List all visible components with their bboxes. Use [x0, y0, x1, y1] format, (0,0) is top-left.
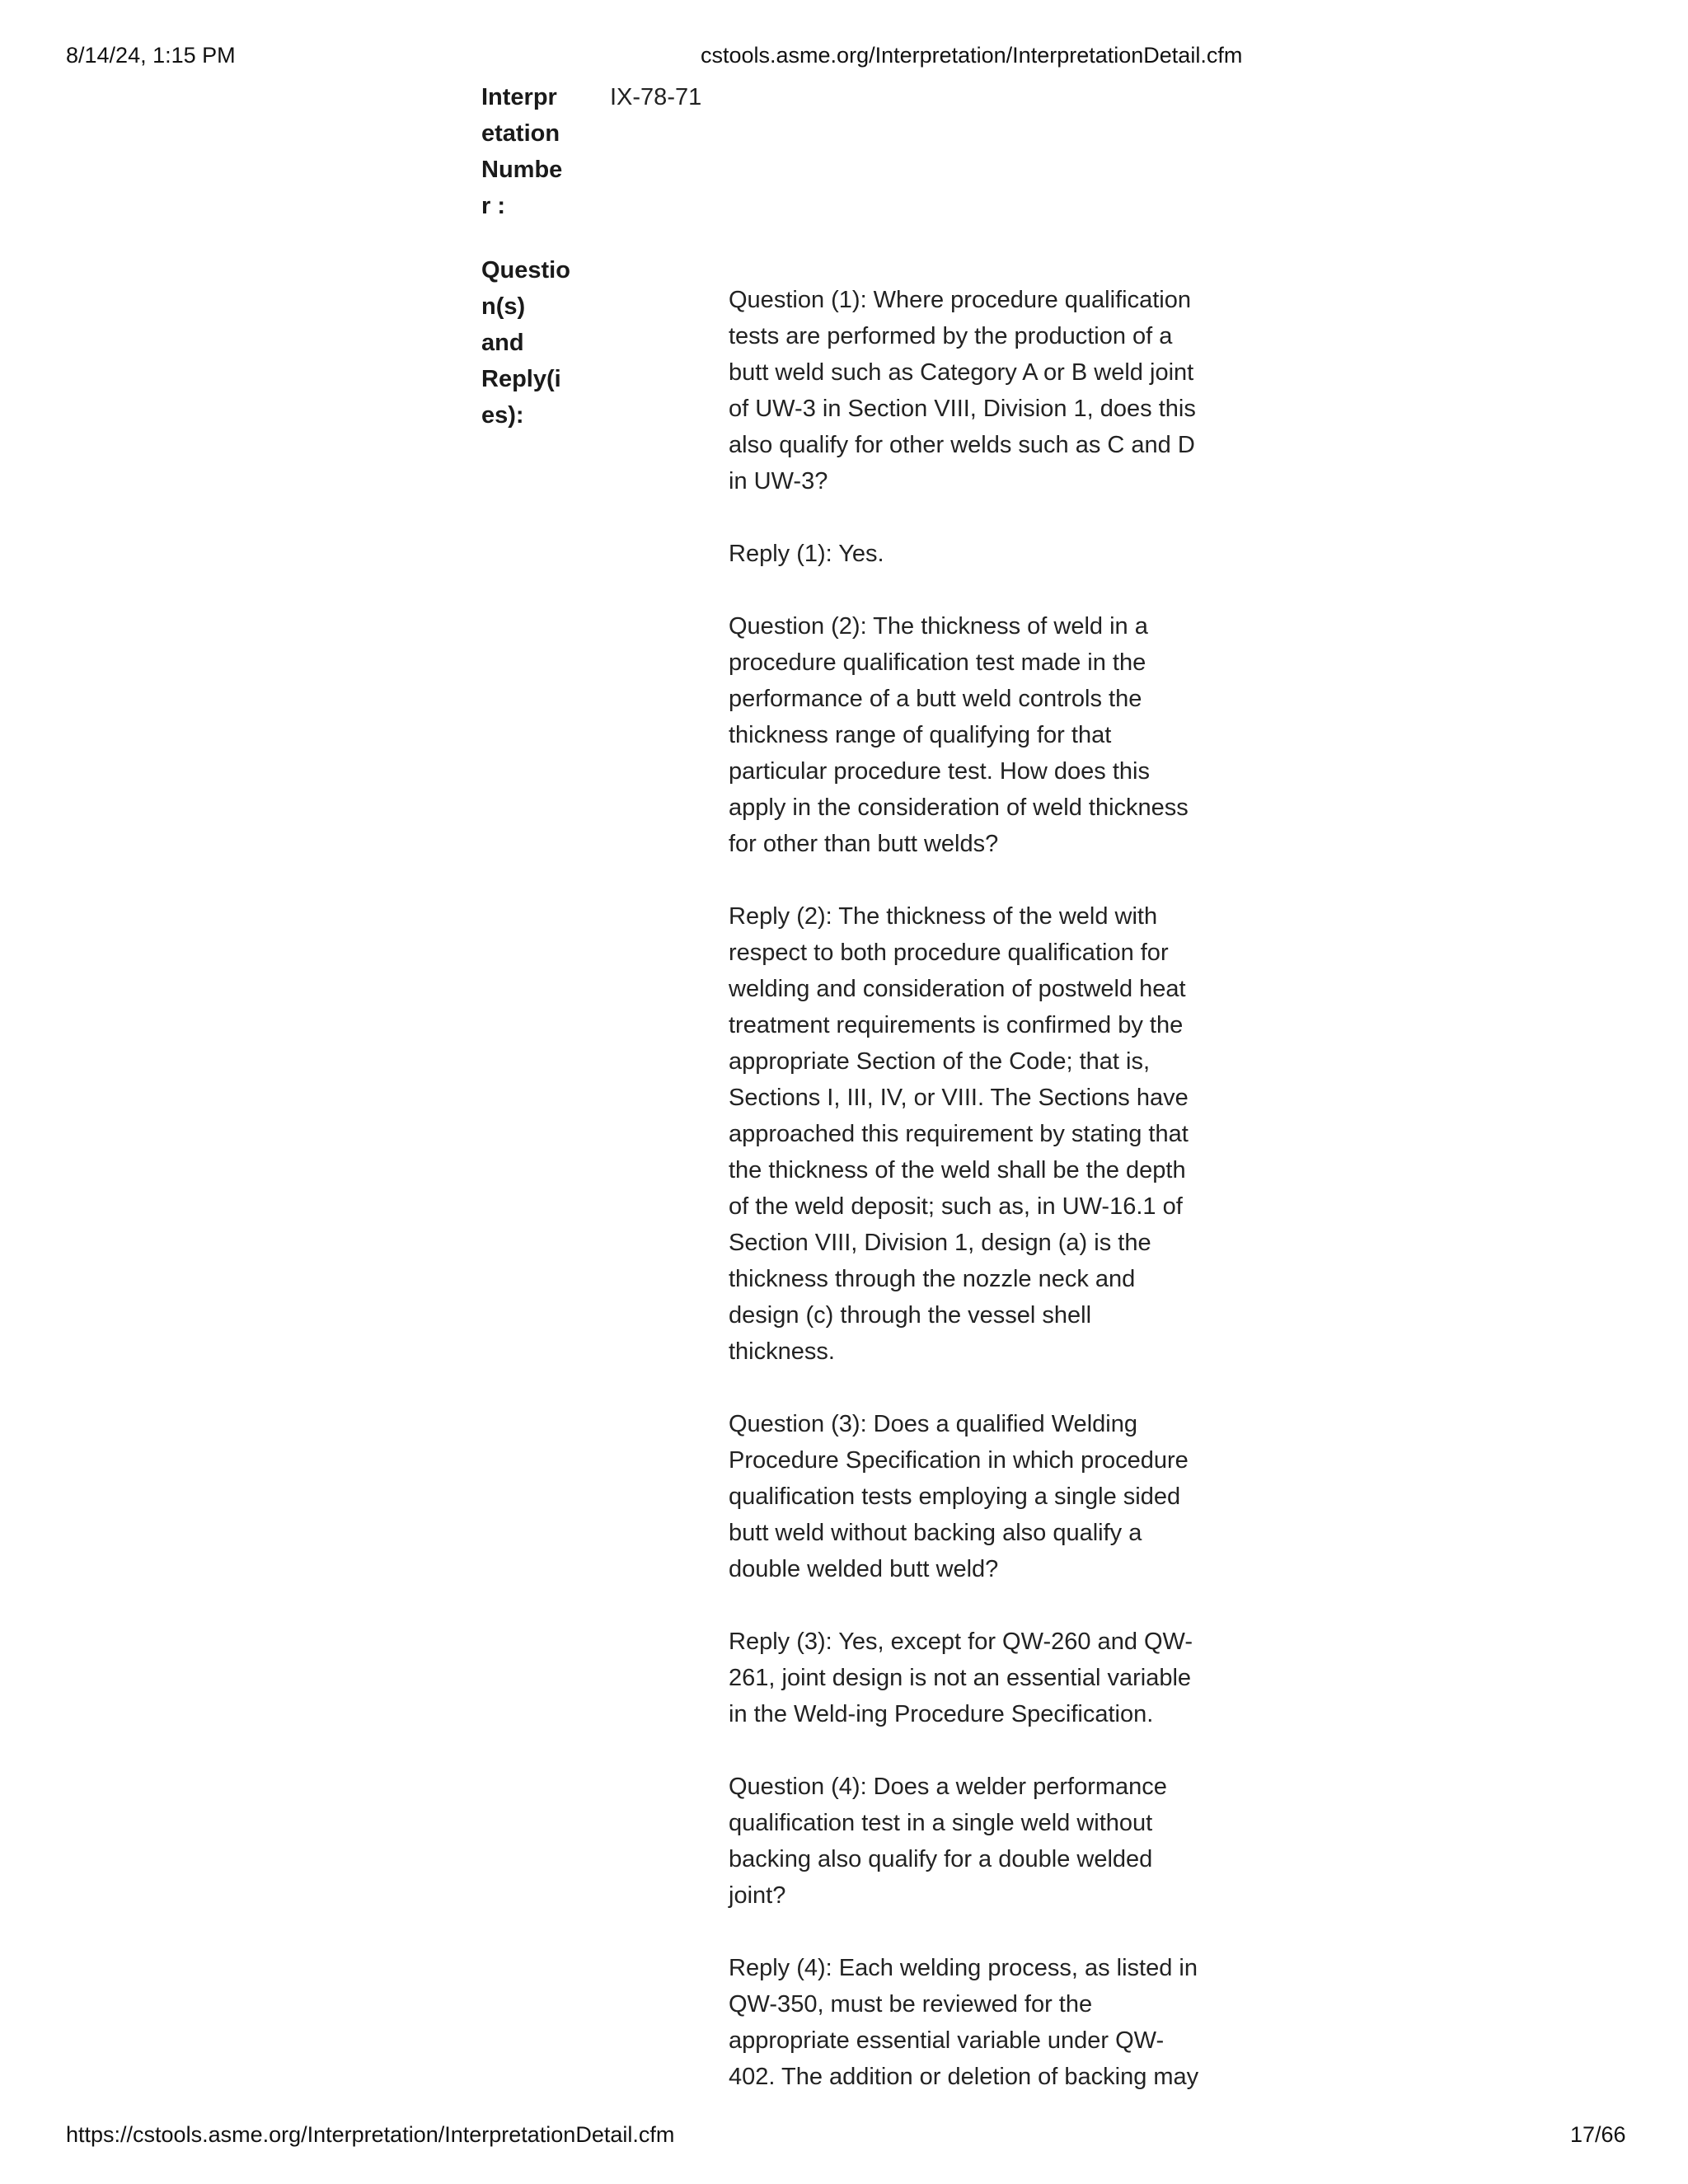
questions-replies-content [729, 282, 1223, 2131]
interpretation-number-label: Interpr etation Numbe r : [481, 84, 563, 219]
question-4: Question (4): Does a welder performance qualification test in a single weld without backing also qualify for a double welded joint? [729, 1774, 1167, 1909]
reply-2: Reply (2): The thickness of the weld with respect to both procedure qualification for welding and consideration of postweld heat treatment requirements is confirmed by the appropriate Section of the Code; that is, Sections I, III, IV, or VIII. The Sections have approached this requirement by stating that the thickness of the weld shall be the depth of the weld deposit; such as, in UW-16.1 of Section VIII, Division 1, design (a) is the thickness through the nozzle neck and design (c) through the vessel shell thickness. [729, 903, 1189, 1365]
print-footer-url: https://cstools.asme.org/Interpretation/InterpretationDetail.cfm [66, 2122, 675, 2147]
question-1: Question (1): Where procedure qualification tests are performed by the production of a butt weld such as Category A or B weld joint of UW-3 in Section VIII, Division 1, does this also qualify for other welds such as C and D in UW-3? [729, 287, 1196, 494]
reply-4: Reply (4): Each welding process, as listed in QW-350, must be reviewed for the appropriate essential variable under QW- 402. The addition or deletion of backing may [729, 1955, 1199, 2090]
interpretation-number-value: IX-78-71 [610, 84, 702, 110]
question-2: Question (2): The thickness of weld in a procedure qualification test made in the performance of a butt weld controls the thickness range of qualifying for that particular procedure test. How does this apply in the consideration of weld thickness for other than butt welds? [729, 613, 1189, 857]
print-footer-page-number: 17/66 [1570, 2122, 1626, 2147]
questions-replies-label: Questio n(s) and Reply(i es): [481, 257, 570, 429]
reply-1: Reply (1): Yes. [729, 541, 884, 567]
reply-3: Reply (3): Yes, except for QW-260 and QW- 261, joint design is not an essential variable in the Weld-ing Procedure Specification. [729, 1629, 1193, 1727]
print-header-url: cstools.asme.org/Interpretation/InterpretationDetail.cfm [701, 43, 1243, 68]
print-header-datetime: 8/14/24, 1:15 PM [66, 43, 236, 68]
question-3: Question (3): Does a qualified Welding Procedure Specification in which procedure qualification tests employing a single sided butt weld without backing also qualify a double welded butt weld? [729, 1411, 1189, 1582]
